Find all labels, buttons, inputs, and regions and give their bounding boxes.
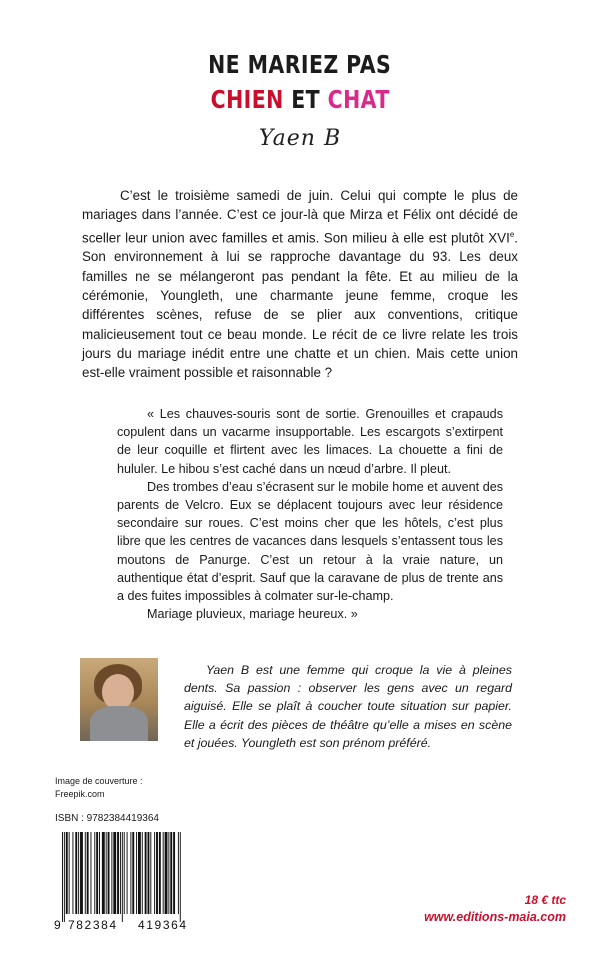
barcode-bar: [106, 832, 107, 914]
title-word-chien: CHIEN: [210, 85, 284, 114]
barcode-bar: [145, 832, 147, 914]
barcode-bar: [165, 832, 168, 914]
barcode-bar: [180, 832, 181, 922]
barcode-bar: [154, 832, 155, 914]
title-line-2: [210, 82, 389, 118]
barcode-bar: [142, 832, 143, 914]
barcode-bar: [102, 832, 105, 914]
barcode-bar: [150, 832, 151, 914]
barcode-bar: [170, 832, 172, 914]
barcode-bar: [120, 832, 121, 914]
barcode-digit-first: 9: [54, 918, 61, 932]
synopsis-text-2: . Son environnement à lui se rapproche davantage du 93. Les deux familles ne se mélangeront pas pendant la fête. Et au milieu de la cérémonie, Youngleth, une charmante jeune femme, croque les différentes scènes, refuse de se plier aux conventions, critique malicieusement tout ce beau monde. Le récit de ce livre relate les trois jours du mariage inédit entre une chatte et un chien. Mais cette union est-elle vraiment possible et raisonnable ?: [82, 230, 518, 381]
barcode-bar: [163, 832, 164, 914]
barcode-bar: [64, 832, 65, 922]
barcode-bar: [156, 832, 158, 914]
title-word-et: ET: [291, 85, 320, 114]
title-word-chat: CHAT: [327, 85, 390, 114]
excerpt-paragraph-1: « Les chauves-souris sont de sortie. Grenouilles et crapauds copulent dans un vacarme insupportable. Les escargots s’extirpent de leur coquille et flirtent avec les limaces. La chouette a fini de hululer. Le hibou s’est caché dans un nœud d’arbre. Il pleut.: [117, 407, 503, 476]
title-block: [0, 48, 600, 151]
barcode-digit-group-2: 419364: [138, 918, 188, 932]
barcode-bar: [178, 832, 179, 914]
barcode-bar: [111, 832, 112, 914]
cover-credit: [55, 775, 143, 801]
barcode-bar: [138, 832, 141, 914]
barcode-bar: [69, 832, 70, 914]
barcode-bar: [117, 832, 119, 914]
excerpt: [117, 405, 503, 623]
price: 18 € ttc: [524, 893, 566, 907]
barcode-bar: [122, 832, 123, 922]
barcode-bar: [96, 832, 98, 914]
excerpt-paragraph-3: Mariage pluvieux, mariage heureux. »: [147, 607, 358, 622]
barcode-bar: [148, 832, 150, 914]
author-name: Yaen B: [258, 126, 342, 151]
cover-credit-label: Image de couverture :: [55, 776, 143, 786]
publisher-website: www.editions-maia.com: [424, 910, 566, 924]
synopsis-text-1: C’est le troisième samedi de juin. Celui qui compte le plus de mariages dans l’année. C’est ce jour-là que Mirza et Félix ont décidé de sceller leur union avec familles et amis. Son milieu à elle est plutôt XVI: [82, 188, 518, 246]
barcode-bar: [132, 832, 134, 914]
barcode-bar: [124, 832, 125, 914]
barcode: [52, 832, 212, 932]
author-bio-text: Yaen B est une femme qui croque la vie à pleines dents. Sa passion : observer les gens avec un regard aiguisé. Elle se plaît à coucher toute situation sur papier. Elle a écrit des pièces de théâtre qu’elle a mises en scène et jouées. Youngleth est son prénom préféré.: [184, 663, 512, 750]
barcode-bar: [108, 832, 110, 914]
barcode-bar: [94, 832, 95, 914]
barcode-bars: [62, 832, 181, 922]
isbn: ISBN : 9782384419364: [55, 813, 159, 824]
barcode-bar: [80, 832, 83, 914]
barcode-bar: [127, 832, 128, 914]
barcode-bar: [136, 832, 137, 914]
cover-credit-source: Freepik.com: [55, 789, 105, 799]
barcode-bar: [66, 832, 68, 914]
barcode-bar: [87, 832, 89, 914]
barcode-bar: [78, 832, 79, 914]
barcode-bar: [72, 832, 73, 914]
barcode-bar: [99, 832, 100, 914]
author-photo: [80, 658, 158, 741]
barcode-bar: [130, 832, 131, 914]
excerpt-paragraph-2: Des trombes d’eau s’écrasent sur le mobile home et auvent des parents de Velcro. Eux se déplacent toujours avec leur résidence secondaire sur roues. C’est moins cher que les hôtels, c’est plus libre que les centres de vacances dans lesquels s’entassent tous les moutons de Panurge. C’est un retour à la vraie nature, un authentique état d’esprit. Sauf que la caravane de plus de trente ans a des fuites impossibles à colmater sur-le-champ.: [117, 479, 503, 604]
barcode-bar: [62, 832, 63, 922]
title-line-1: NE MARIEZ PAS: [208, 50, 392, 79]
author-bio: [184, 661, 512, 752]
barcode-bar: [159, 832, 161, 914]
barcode-bar: [85, 832, 86, 914]
barcode-bar: [91, 832, 92, 914]
barcode-bar: [173, 832, 175, 914]
barcode-bar: [75, 832, 77, 914]
synopsis-superscript: e: [509, 229, 515, 239]
barcode-bar: [113, 832, 116, 914]
barcode-digit-group-1: 782384: [68, 918, 118, 932]
synopsis: [82, 186, 518, 382]
barcode-bar: [168, 832, 169, 914]
